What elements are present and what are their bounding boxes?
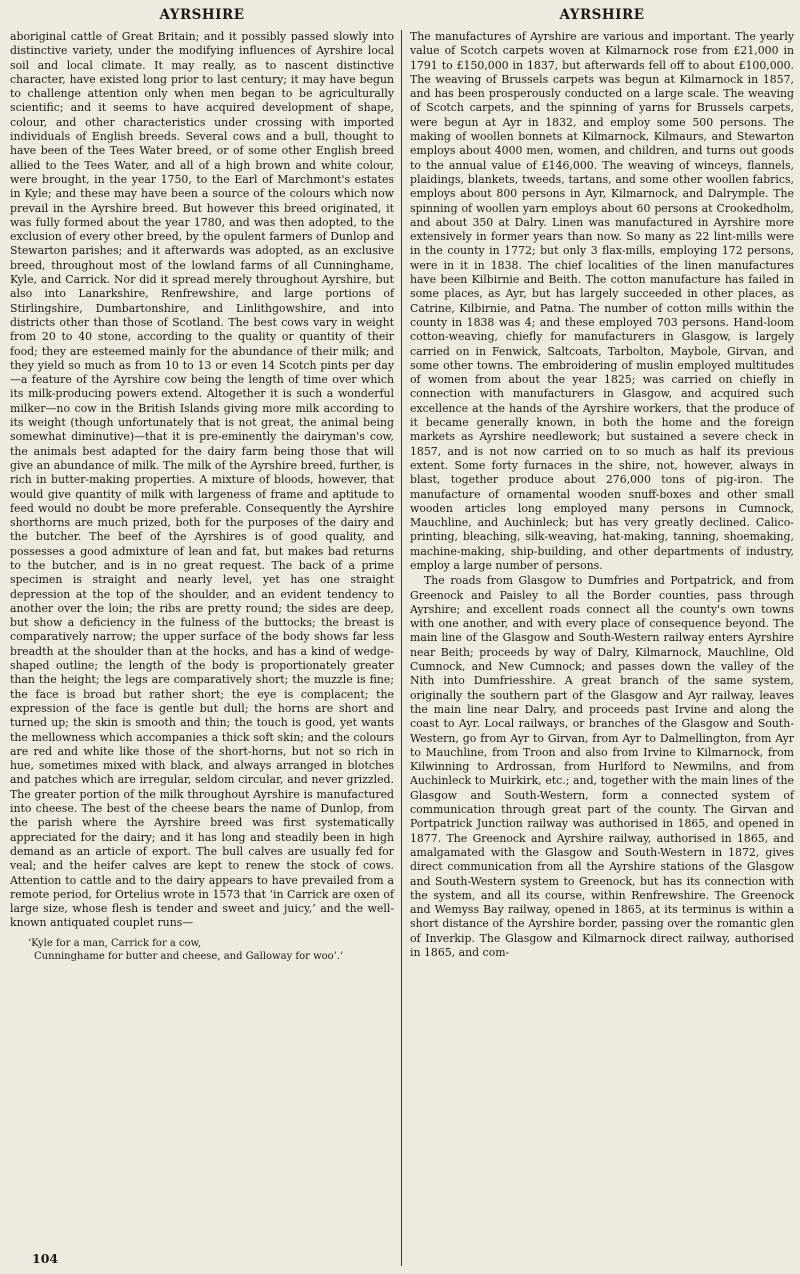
left-column — [10, 0, 394, 1274]
couplet-quote — [28, 937, 394, 963]
right-column-text — [410, 30, 794, 960]
right-running-header: AYRSHIRE — [559, 7, 645, 23]
right-paragraph-1: The manufactures of Ayrshire are various and important. The yearly value of Scotch carpets woven at Kilmarnock rose from £21,000 in 1791 to £150,000 in 1837, but afterwards fell off to about £100,000. The weaving of Brussels carpets was begun at Kilmarnock in 1857, and has been prosperously conducted on a large scale. The weaving of Scotch carpets, and the spinning of yarns for Brussels carpets, were begun at Ayr in 1832, and employ some 500 persons. The making of woollen bonnets at Kilmarnock, Kilmaurs, and Stewarton employs about 4000 men, women, and children, and turns out goods to the annual value of £146,000. The weaving of winceys, flannels, plaidings, blankets, tweeds, tartans, and some other woollen fabrics, employs about 800 persons in Ayr, Kilmarnock, and Dalrymple. The spinning of woollen yarn employs about 60 persons at Crookedholm, and about 350 at Dalry. Linen was manufactured in Ayrshire more extensively in former years than now. So many as 22 lint-mills were in the county in 1772; but only 3 flax-mills, employing 172 persons, were in it in 1838. The chief localities of the linen manufactures have been Kilbirnie and Beith. The cotton manufacture has failed in some places, as Ayr, but has largely succeeded in other places, as Catrine, Kilbirnie, and Patna. The number of cotton mills within the county in 1838 was 4; and these employed 703 persons. Hand-loom cotton-weaving, chiefly for manufacturers in Glasgow, is largely carried on in Fenwick, Saltcoats, Tarbolton, Maybole, Girvan, and some other towns. The embroidering of muslin employed multitudes of women from about the year 1825; was carried on chiefly in connection with manufacturers in Glasgow, and acquired such excellence at the hands of the Ayrshire workers, that the produce of it became generally known, in both the home and the foreign markets as Ayrshire needlework; but sustained a severe check in 1857, and is not now carried on to so much as half its previous extent. Some forty furnaces in the shire, not, however, always in blast, together produce about 276,000 tons of pig-iron. The manufacture of ornamental wooden snuff-boxes and other small wooden articles long employed many persons in Cumnock, Mauchline, and Auchinleck; but has very greatly declined. Calico-printing, bleaching, silk-weaving, hat-making, tanning, shoemaking, machine-making, ship-building, and other departments of industry, employ a large number of persons. — [410, 30, 794, 572]
right-column — [410, 0, 794, 1274]
left-paragraph-1: aboriginal cattle of Great Britain; and it possibly passed slowly into distinctive variety, under the modifying influences of Ayrshire local soil and local climate. It may really, as to nascent distinctive character, have existed long prior to last century; it may have begun to challenge attention only when men began to be agriculturally scientific; and it seems to have acquired development of shape, colour, and other characteristics under crossing with imported individuals of English breeds. Several cows and a bull, thought to have been of the Tees Water breed, or of some other English breed allied to the Tees Water, and all of a high brown and white colour, were brought, in the year 1750, to the Earl of Marchmont's estates in Kyle; and these may have been a source of the colours which now prevail in the Ayrshire breed. But however this breed originated, it was fully formed about the year 1780, and was then adopted, to the exclusion of every other breed, by the opulent farmers of Dunlop and Stewarton parishes; and it afterwards was adopted, as an exclusive breed, throughout most of the lowland farms of all Cunninghame, Kyle, and Carrick. Nor did it spread merely throughout Ayrshire, but also into Lanarkshire, Renfrewshire, and large portions of Stirlingshire, Dumbartonshire, and Linlithgowshire, and into districts other than those of Scotland. The best cows vary in weight from 20 to 40 stone, according to the quality or quantity of their food; they are esteemed mainly for the abundance of their milk; and they yield so much as from 10 to 13 or even 14 Scotch pints per day—a feature of the Ayrshire cow being the length of time over which its milk-producing powers extend. Altogether it is such a wonderful milker—no cow in the British Islands giving more milk according to its weight (though unfortunately that is not great, the animal being somewhat diminutive)—that it is pre-eminently the dairyman's cow, the animals best adapted for the dairy farm being those that will give an abundance of milk. The milk of the Ayrshire breed, further, is rich in butter-making properties. A mixture of bloods, however, that would give quantity of milk with largeness of frame and aptitude to feed would no doubt be more preferable. Consequently the Ayrshire shorthorns are much prized, both for the purposes of the dairy and the butcher. The beef of the Ayrshires is of good quality, and possesses a good admixture of lean and fat, but makes bad returns to the butcher, and is in no great request. The back of a prime specimen is straight and nearly level, yet has one straight depression at the top of the shoulder, and an evident tendency to another over the loin; the ribs are pretty round; the sides are deep, but show a deficiency in the fulness of the buttocks; the breast is comparatively narrow; the upper surface of the body shows far less breadth at the shoulder than at the hocks, and has a kind of wedge-shaped outline; the length of the body is proportionately greater than the height; the legs are comparatively short; the muzzle is fine; the face is broad but rather short; the eye is complacent; the expression of the face is gentle but dull; the horns are short and turned up; the skin is smooth and thin; the touch is good, yet wants the mellowness which accompanies a thick soft skin; and the colours are red and white like those of the short-horns, but not so rich in hue, sometimes mixed with black, and always arranged in blotches and patches which are irregular, seldom circular, and never grizzled. The greater portion of the milk throughout Ayrshire is manufactured into cheese. The best of the cheese bears the name of Dunlop, from the parish where the Ayrshire breed was first systematically appreciated for the dairy; and it has long and steadily been in high demand as an article of export. The bull calves are usually fed for veal; and the heifer calves are kept to renew the stock of cows. Attention to cattle and to the dairy appears to have prevailed from a remote period, for Ortelius wrote in 1573 that ‘in Carrick are oxen of large size, whose flesh is tender and sweet and juicy,’ and the well-known antiquated couplet runs— — [10, 30, 394, 930]
left-column-text — [10, 30, 394, 931]
left-running-header: AYRSHIRE — [159, 7, 245, 23]
right-paragraph-2: The roads from Glasgow to Dumfries and Portpatrick, and from Greenock and Paisley to all the Border counties, pass through Ayrshire; and excellent roads connect all the county's own towns with one another, and with every place of consequence beyond. The main line of the Glasgow and South-Western railway enters Ayrshire near Beith; proceeds by way of Dalry, Kilmarnock, Mauchline, Old Cumnock, and New Cumnock; and passes down the valley of the Nith into Dumfriesshire. A great branch of the same system, originally the southern part of the Glasgow and Ayr railway, leaves the main line near Dalry, and proceeds past Irvine and along the coast to Ayr. Local railways, or branches of the Glasgow and South-Western, go from Ayr to Girvan, from Ayr to Dalmellington, from Ayr to Mauchline, from Troon and also from Irvine to Kilmarnock, from Kilwinning to Ardrossan, from Hurlford to Newmilns, and from Auchinleck to Muirkirk, etc.; and, together with the main lines of the Glasgow and South-Western, form a connected system of communication through great part of the county. The Girvan and Portpatrick Junction railway was authorised in 1865, and opened in 1877. The Greenock and Ayrshire railway, authorised in 1865, and amalgamated with the Glasgow and South-Western in 1872, gives direct communication from all the Ayrshire stations of the Glasgow and South-Western system to Greenock, but has its connection with the system, and all its course, within Renfrewshire. The Greenock and Wemyss Bay railway, opened in 1865, at its terminus is within a short distance of the Ayrshire border, passing over the romantic glen of Inverkip. The Glasgow and Kilmarnock direct railway, authorised in 1865, and com- — [410, 574, 794, 959]
page-number: 104 — [32, 1251, 59, 1266]
quote-line-1: ‘Kyle for a man, Carrick for a cow, — [28, 937, 202, 949]
quote-line-2: Cunninghame for butter and cheese, and Galloway for woo’.’ — [34, 950, 344, 962]
column-divider — [401, 30, 402, 1266]
